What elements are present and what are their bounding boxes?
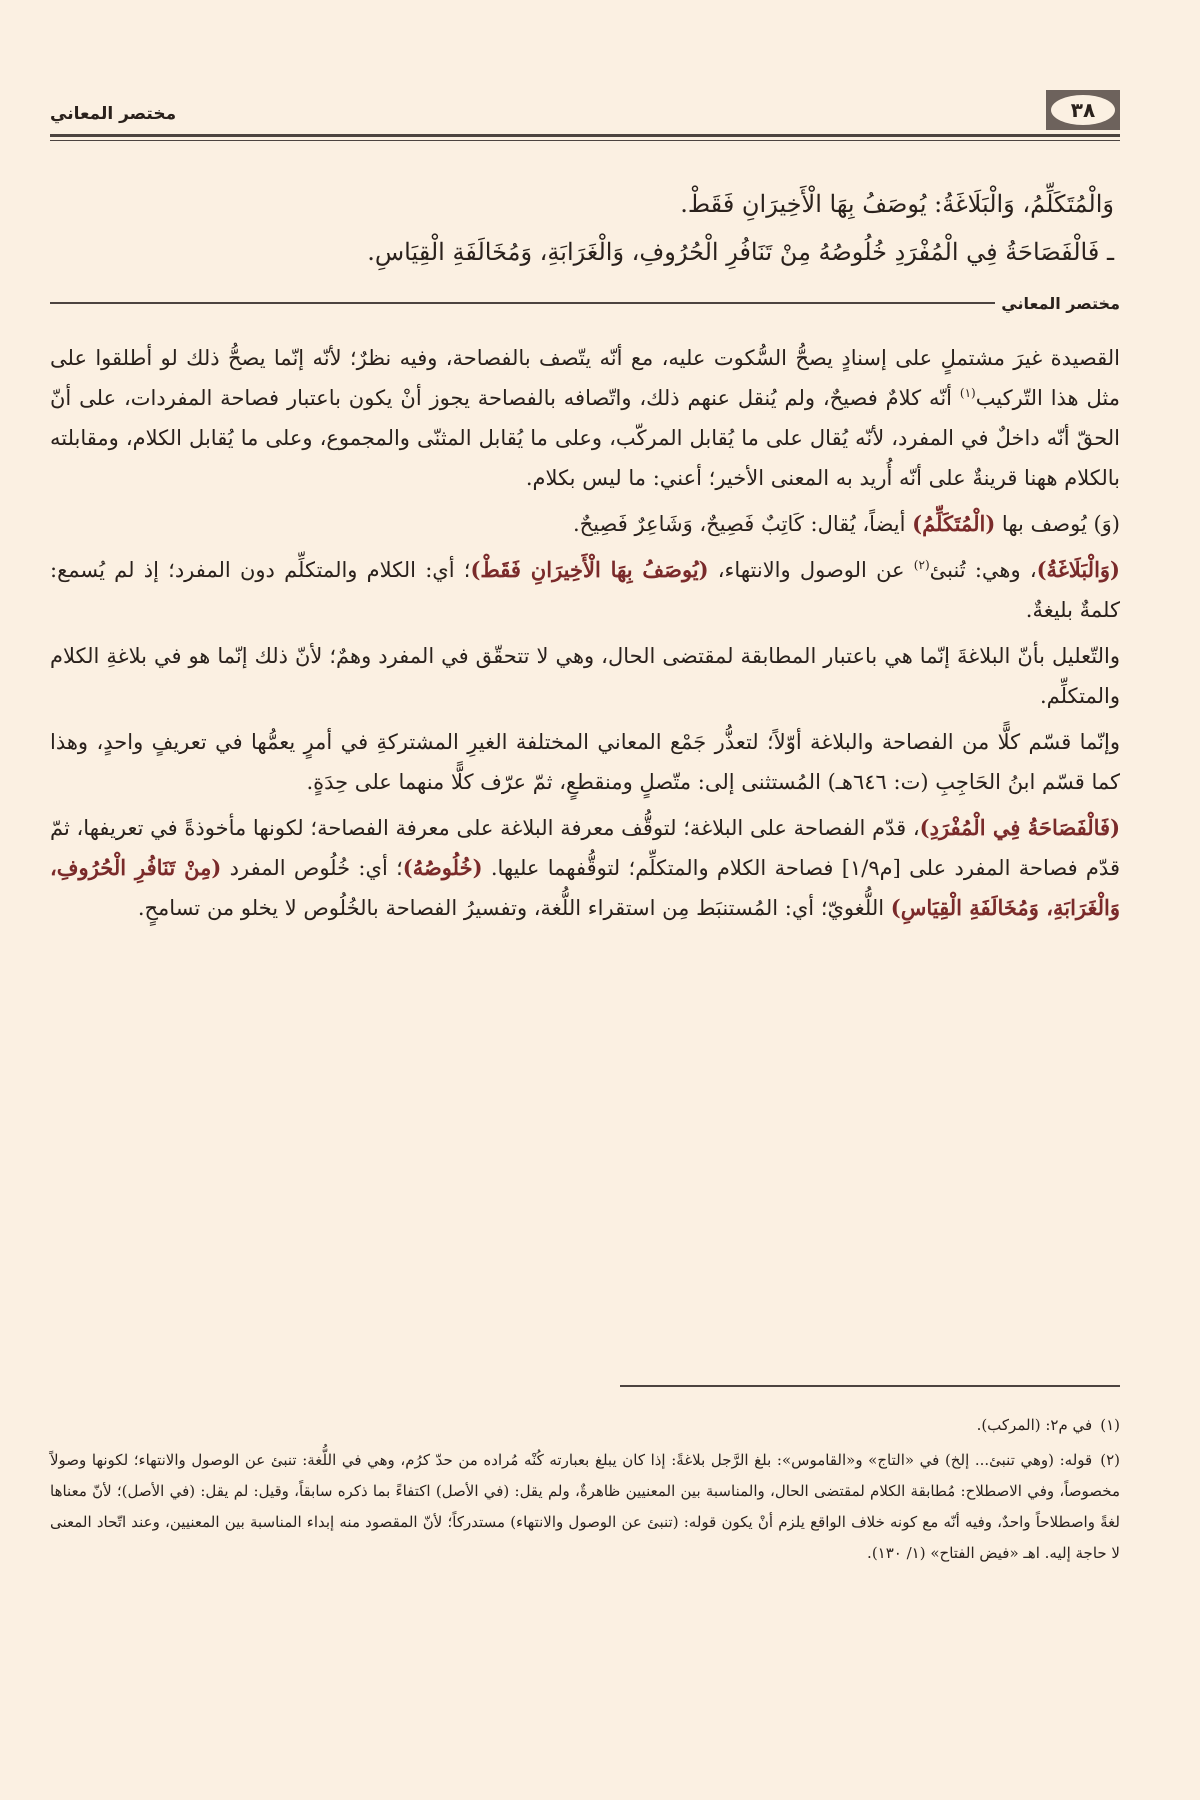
- paragraph: (وَالْبَلَاغَةُ)، وهي: تُنبئ$^{(٢)}$ عن الوصول والانتهاء، (يُوصَفُ بِهَا الْأَخِيرَانِ فَقَطْ)؛ أي: الكلام والمتكلِّم دون المفرد؛ إذ لم يُسمع: كلمةٌ بليغةٌ.: [50, 557, 1120, 622]
- matn-text: [50, 180, 1120, 276]
- matn-quote: (يُوصَفُ بِهَا الْأَخِيرَانِ فَقَطْ): [470, 557, 709, 582]
- commentary-label: مختصر المعاني: [1001, 293, 1120, 313]
- commentary-divider: [50, 288, 1120, 318]
- paragraph: (وَ) يُوصف بها (الْمُتَكَلِّمُ) أيضاً، يُقال: كَاتِبٌ فَصِيحٌ، وَشَاعِرٌ فَصِيحٌ.: [572, 511, 1120, 536]
- paragraph: (فَالْفَصَاحَةُ فِي الْمُفْرَدِ)، قدّم الفصاحة على البلاغة؛ لتوقُّف معرفة البلاغة على معرفة الفصاحة؛ لكونها مأخوذةً في تعريفها، ثمّ قدّم فصاحة المفرد على [م١/٩] فصاحة الكلام والمتكلِّم؛ لتوقُّفهما عليها. (خُلُوصُهُ)؛ أي: خُلُوص المفرد (مِنْ تَنَافُرِ الْحُرُوفِ، وَالْغَرَابَةِ، وَمُخَالَفَةِ الْقِيَاسِ) اللُّغويّ؛ أي: المُستنبَط مِن استقراء اللُّغة، وتفسيرُ الفصاحة بالخُلُوص لا يخلو من تسامحٍ.: [50, 815, 1121, 920]
- matn-line: ـ فَالْفَصَاحَةُ فِي الْمُفْرَدِ خُلُوصُهُ مِنْ تَنَافُرِ الْحُرُوفِ، وَالْغَرَابَةِ، وَمُخَالَفَةِ الْقِيَاسِ.: [367, 238, 1114, 266]
- paragraph: وإنّما قسّم كلًّا من الفصاحة والبلاغة أوّلاً؛ لتعذُّر جَمْع المعاني المختلفة الغيرِ المشتركةِ في أمرٍ يعمُّها في تعريفٍ واحدٍ، وهذا كما قسّم ابنُ الحَاجِبِ (ت: ٦٤٦هـ) المُستثنى إلى: متّصلٍ ومنقطعٍ، ثمّ عرّف كلًّا منهما على حِدَةٍ.: [50, 730, 1120, 794]
- commentary-rule: [50, 302, 995, 304]
- matn-quote: (فَالْفَصَاحَةُ فِي الْمُفْرَدِ): [919, 815, 1121, 840]
- matn-line: وَالْمُتَكَلِّمُ، وَالْبَلَاغَةُ: يُوصَفُ بِهَا الْأَخِيرَانِ فَقَطْ.: [680, 190, 1114, 218]
- page-number: ٣٨: [1051, 95, 1115, 125]
- commentary-text: [50, 338, 1120, 934]
- footnote-ref-1[interactable]: (١): [959, 386, 976, 400]
- footnote-number: (٢): [1100, 1451, 1120, 1469]
- matn-quote: (وَالْبَلَاغَةُ): [1036, 557, 1120, 582]
- footnote-number: (١): [1100, 1416, 1120, 1434]
- footnote-1: (١)في م٢: (المركب).: [976, 1416, 1120, 1434]
- footnote-2: (٢)قوله: (وهي تنبئ... إلخ) في «التاج» و«القاموس»: بلغ الرَّجل بلاغةً: إذا كان يبلغ بعبارته كُنْه مُراده من حدّ كرُم، وهي في اللُّغة: تنبئ عن الوصول والانتهاء؛ لكونها وصولاً مخصوصاً، وفي الاصطلاح: مُطابقة الكلام لمقتضى الحال، والمناسبة بين المعنيين ظاهرةٌ، ولم يقل: (في الأصل) اكتفاءً بما ذكره سابقاً، وقيل: لم يقل: (في الأصل)؛ لأنّ معناها لغةً واصطلاحاً واحدٌ، وفيه أنّه مع كونه خلاف الواقع يلزم أنْ يكون قوله: (تنبئ عن الوصول والانتهاء) مستدركاً؛ لأنّ المقصود منه إبداء المناسبة بين المعنيين، وعند اتّحاد المعنى لا حاجة إليه. اهـ «فيض الفتاح» (١/ ١٣٠).: [50, 1451, 1120, 1562]
- matn-quote: (مِنْ تَنَافُرِ الْحُرُوفِ، وَالْغَرَابَةِ، وَمُخَالَفَةِ الْقِيَاسِ): [50, 855, 1120, 920]
- running-header: [50, 90, 1120, 135]
- running-header-title: مختصر المعاني: [50, 104, 177, 124]
- paragraph: والتّعليل بأنّ البلاغةَ إنّما هي باعتبار المطابقة لمقتضى الحال، وهي لا تتحقّق في المفرد وهمٌ؛ لأنّ ذلك إنّما هو في بلاغةِ الكلام والمتكلِّم.: [50, 644, 1120, 708]
- footnotes: [50, 1410, 1120, 1573]
- header-double-rule: [50, 134, 1120, 141]
- paragraph: القصيدة غيرَ مشتملٍ على إسنادٍ يصحُّ السُّكوت عليه، مع أنّه يتّصف بالفصاحة، وفيه نظرٌ؛ لأنّه إنّما يصحُّ ذلك لو أطلقوا على مثل هذا التّركيب$^{(١)}$ أنّه كلامٌ فصيحٌ، ولم يُنقل عنهم ذلك، واتّصافه بالفصاحة يجوز أنْ يكون باعتبار فصاحة المفردات، على أنّ الحقّ أنّه داخلٌ في المفرد، لأنّه يُقال على ما يُقابل المركّب، وعلى ما يُقابل المثنّى والمجموع، وعلى ما يُقابل الكلام، ومقابلته بالكلام ههنا قرينةٌ على أنّه أُريد به المعنى الأخير؛ أعني: ما ليس بكلام.: [50, 346, 1120, 490]
- footnote-separator: [620, 1385, 1120, 1387]
- matn-quote: (خُلُوصُهُ): [402, 855, 483, 880]
- matn-quote: (الْمُتَكَلِّمُ): [912, 511, 996, 536]
- page-number-frame: [1046, 90, 1120, 130]
- book-page: [50, 0, 1120, 1800]
- footnote-ref-2[interactable]: (٢): [913, 558, 930, 572]
